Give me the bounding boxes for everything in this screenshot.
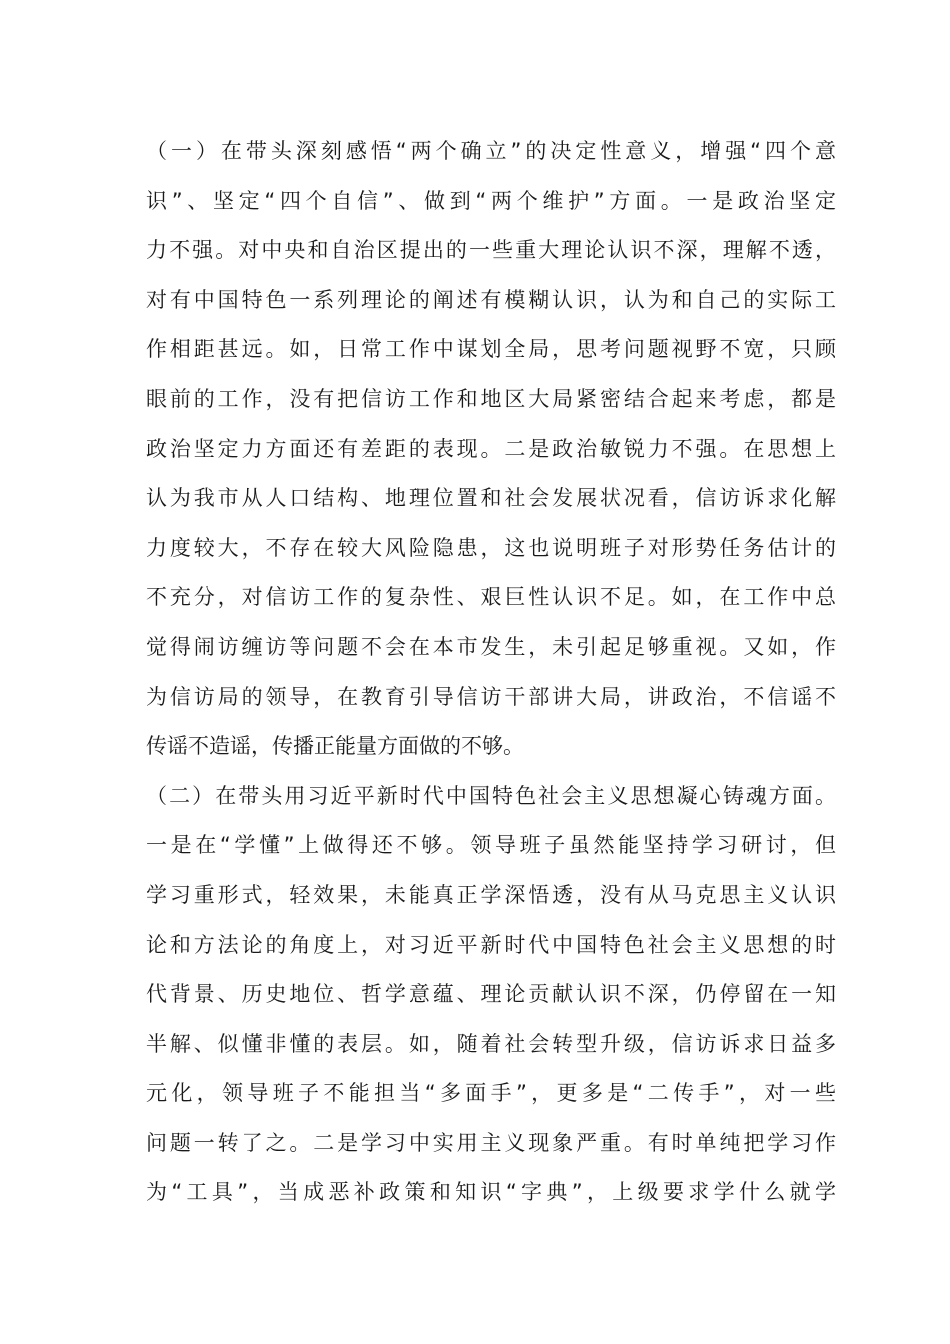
- text-line: 一是在“学懂”上做得还不够。领导班子虽然能坚持学习研讨，但: [146, 833, 836, 858]
- text-line: 代背景、历史地位、哲学意蕴、理论贡献认识不深，仍停留在一知: [146, 982, 836, 1007]
- text-line: 觉得闹访缠访等问题不会在本市发生，未引起足够重视。又如，作: [146, 634, 836, 659]
- text-line: 识”、坚定“四个自信”、做到“两个维护”方面。一是政治坚定: [146, 188, 836, 213]
- text-line: 问题一转了之。二是学习中实用主义现象严重。有时单纯把学习作: [146, 1130, 836, 1155]
- text-line: 论和方法论的角度上，对习近平新时代中国特色社会主义思想的时: [146, 932, 836, 957]
- text-line: 政治坚定力方面还有差距的表现。二是政治敏锐力不强。在思想上: [146, 436, 836, 461]
- text-line: 不充分，对信访工作的复杂性、艰巨性认识不足。如，在工作中总: [146, 585, 836, 610]
- text-line: 力不强。对中央和自治区提出的一些重大理论认识不深，理解不透，: [146, 238, 836, 263]
- body-text: [146, 127, 836, 1218]
- text-line: 力度较大，不存在较大风险隐患，这也说明班子对形势任务估计的: [146, 535, 836, 560]
- text-line: 传谣不造谣，传播正能量方面做的不够。: [146, 734, 524, 759]
- text-line: （二）在带头用习近平新时代中国特色社会主义思想凝心铸魂方面。: [146, 783, 836, 808]
- text-line: 学习重形式，轻效果，未能真正学深悟透，没有从马克思主义认识: [146, 882, 836, 907]
- text-line: 眼前的工作，没有把信访工作和地区大局紧密结合起来考虑，都是: [146, 386, 836, 411]
- text-line: （一）在带头深刻感悟“两个确立”的决定性意义，增强“四个意: [146, 139, 836, 163]
- text-line: 对有中国特色一系列理论的阐述有模糊认识，认为和自己的实际工: [146, 287, 836, 312]
- text-line: 为信访局的领导，在教育引导信访干部讲大局，讲政治，不信谣不: [146, 684, 836, 709]
- text-line: 作相距甚远。如，日常工作中谋划全局，思考问题视野不宽，只顾: [146, 337, 836, 362]
- text-line: 元化，领导班子不能担当“多面手”，更多是“二传手”，对一些: [146, 1081, 836, 1106]
- text-line: 认为我市从人口结构、地理位置和社会发展状况看，信访诉求化解: [146, 486, 836, 511]
- text-line: 半解、似懂非懂的表层。如，随着社会转型升级，信访诉求日益多: [146, 1031, 836, 1056]
- text-line: 为“工具”，当成恶补政策和知识“字典”，上级要求学什么就学: [146, 1180, 836, 1205]
